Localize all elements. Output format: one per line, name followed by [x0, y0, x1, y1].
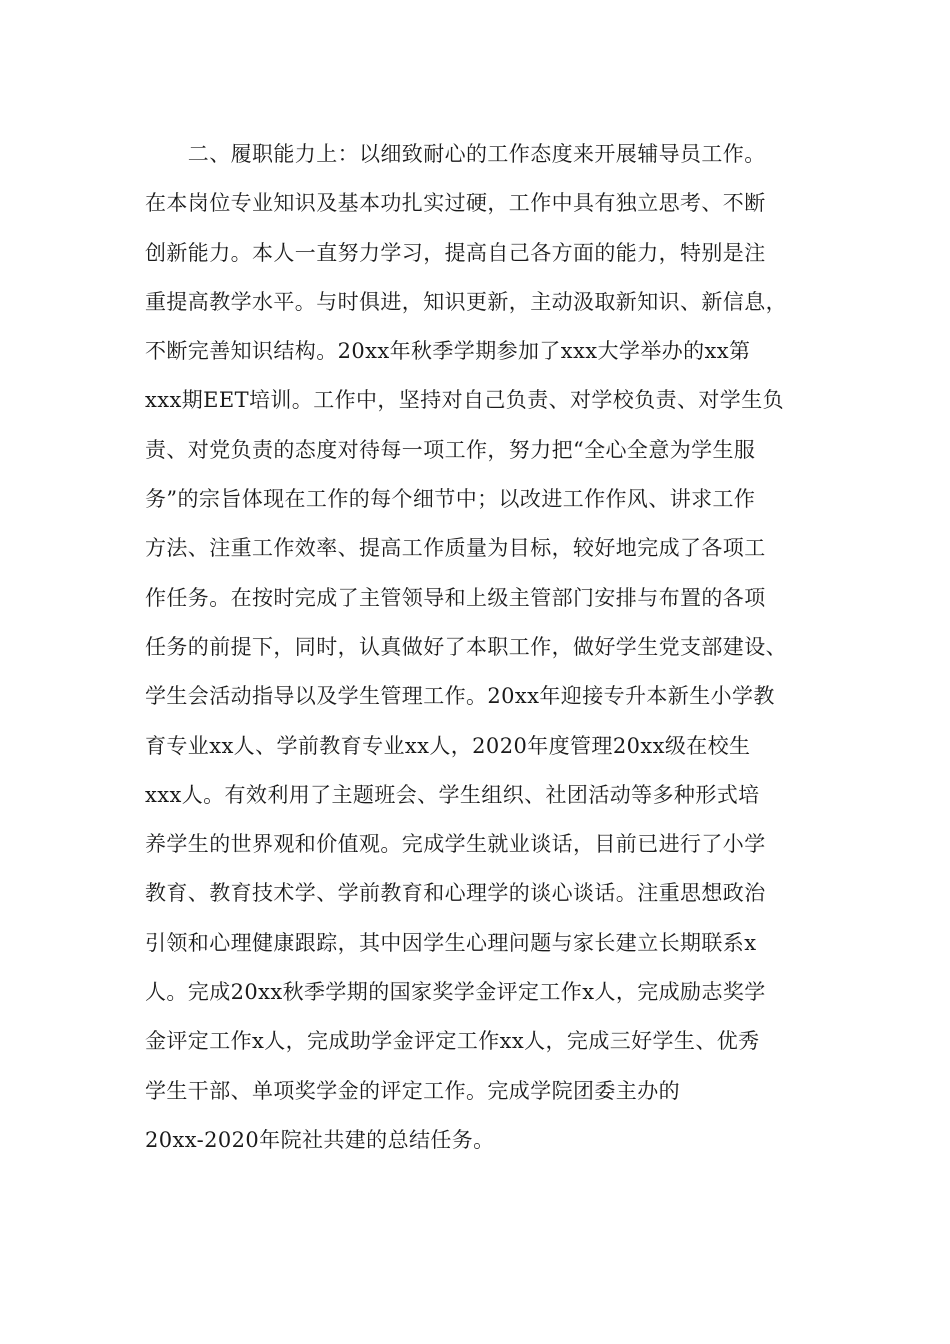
- text-line: 不断完善知识结构。20xx年秋季学期参加了xxx大学举办的xx第: [145, 339, 751, 364]
- text-line: 方法、注重工作效率、提高工作质量为目标，较好地完成了各项工: [145, 536, 766, 561]
- text-line: 20xx-2020年院社共建的总结任务。: [145, 1127, 495, 1152]
- text-line: 学生干部、单项奖学金的评定工作。完成学院团委主办的: [145, 1078, 680, 1103]
- text-line: 二、履职能力上：以细致耐心的工作态度来开展辅导员工作。: [145, 142, 766, 166]
- text-line: 引领和心理健康跟踪，其中因学生心理问题与家长建立长期联系x: [145, 930, 757, 955]
- text-line: 作任务。在按时完成了主管领导和上级主管部门安排与布置的各项: [145, 585, 766, 610]
- text-line: xxx期EET培训。工作中，坚持对自己负责、对学校负责、对学生负: [145, 388, 784, 413]
- text-line: 在本岗位专业知识及基本功扎实过硬，工作中具有独立思考、不断: [145, 191, 766, 216]
- text-line: 任务的前提下，同时，认真做好了本职工作，做好学生党支部建设、: [145, 634, 787, 659]
- text-line: 务”的宗旨体现在工作的每个细节中；以改进工作作风、讲求工作: [145, 487, 756, 512]
- text-line: 教育、教育技术学、学前教育和心理学的谈心谈话。注重思想政治: [145, 881, 766, 906]
- text-line: 重提高教学水平。与时俱进，知识更新，主动汲取新知识、新信息，: [145, 289, 787, 314]
- text-line: xxx人。有效利用了主题班会、学生组织、社团活动等多种形式培: [145, 782, 760, 807]
- text-line: 学生会活动指导以及学生管理工作。20xx年迎接专升本新生小学教: [145, 684, 775, 709]
- text-line: 责、对党负责的态度对待每一项工作，努力把“全心全意为学生服: [145, 437, 756, 462]
- text-line: 育专业xx人、学前教育专业xx人，2020年度管理20xx级在校生: [145, 733, 751, 758]
- text-line: 人。完成20xx秋季学期的国家奖学金评定工作x人，完成励志奖学: [145, 980, 766, 1005]
- body-paragraph: [145, 130, 815, 1165]
- text-line: 创新能力。本人一直努力学习，提高自己各方面的能力，特别是注: [145, 240, 766, 265]
- text-line: 养学生的世界观和价值观。完成学生就业谈话，目前已进行了小学: [145, 832, 766, 857]
- text-line: 金评定工作x人，完成助学金评定工作xx人，完成三好学生、优秀: [145, 1029, 760, 1054]
